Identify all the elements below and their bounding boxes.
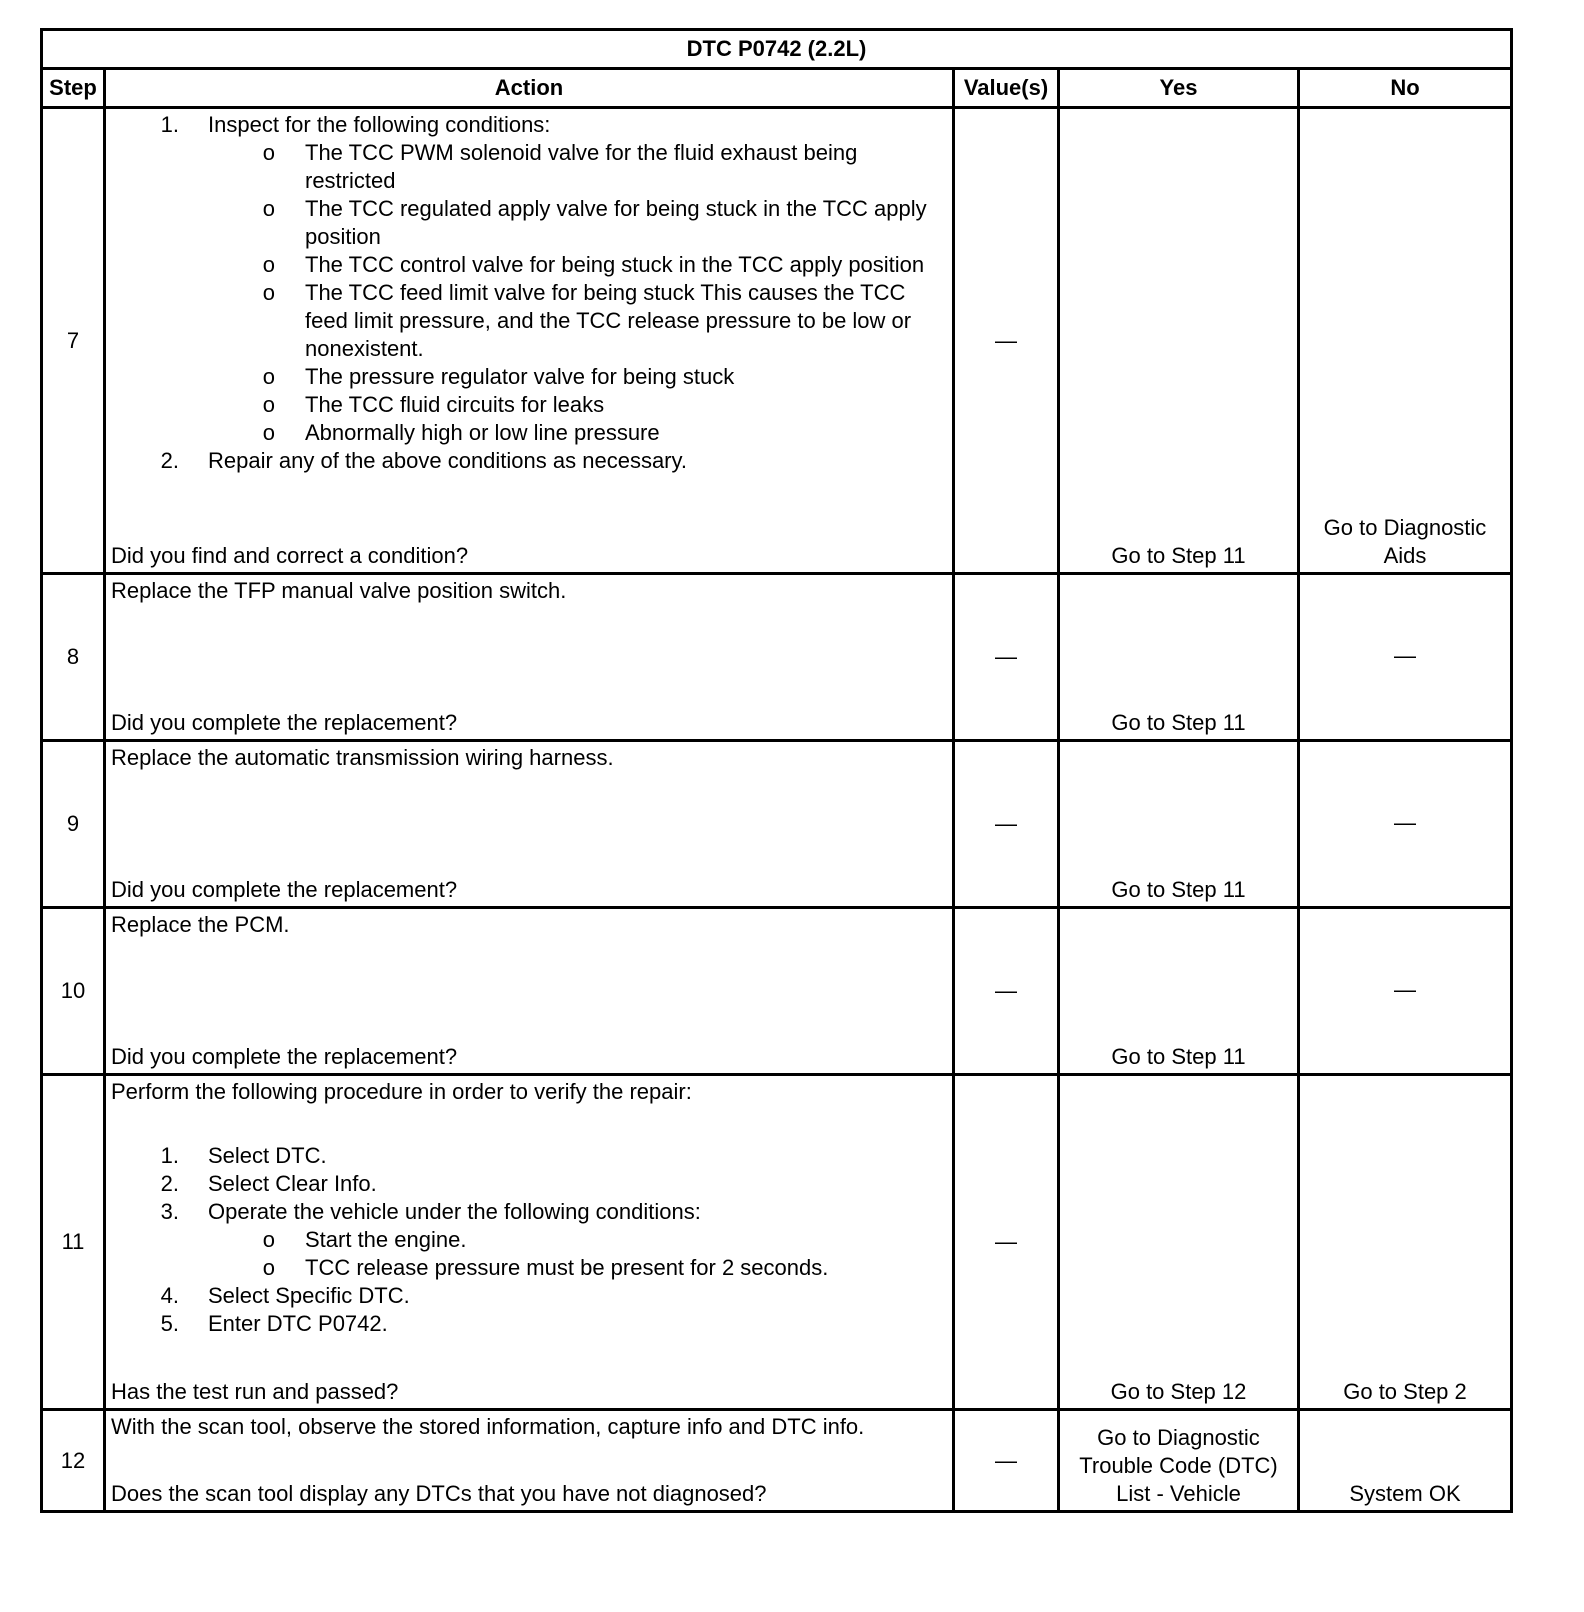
no-cell: [1299, 108, 1512, 574]
action-body: [111, 744, 946, 772]
action-question: Did you complete the replacement?: [111, 1044, 458, 1069]
action-content: [106, 742, 952, 906]
value-cell: —: [954, 1075, 1059, 1410]
action-body: [111, 1413, 946, 1441]
action-intro: Replace the TFP manual valve position switch.: [111, 578, 567, 603]
bullet-icon: o: [262, 420, 275, 445]
value-cell: —: [954, 908, 1059, 1075]
yes-result: Go to Diagnostic Trouble Code (DTC) List - Vehicle: [1079, 1425, 1278, 1506]
action-body: [111, 111, 946, 475]
item-number: 1.: [160, 112, 179, 137]
list-item: [111, 1198, 946, 1226]
sub-item-text: The TCC control valve for being stuck in the TCC apply position: [305, 252, 925, 277]
item-number: 2.: [160, 1171, 179, 1196]
action-content: [106, 1411, 952, 1510]
sub-item: [111, 1226, 946, 1254]
bullet-icon: o: [262, 1227, 275, 1252]
header-values: Value(s): [954, 69, 1059, 108]
action-question: Does the scan tool display any DTCs that you have not diagnosed?: [111, 1481, 767, 1506]
action-cell: [105, 741, 954, 908]
bullet-icon: o: [262, 252, 275, 277]
action-content: [106, 909, 952, 1073]
header-no: No: [1299, 69, 1512, 108]
action-intro: Replace the PCM.: [111, 912, 290, 937]
list-item: [111, 1282, 946, 1310]
step-number: 11: [42, 1075, 105, 1410]
sub-item: [111, 139, 946, 195]
item-text: Enter DTC P0742.: [208, 1311, 388, 1336]
action-intro: Perform the following procedure in order to verify the repair:: [111, 1079, 692, 1104]
value-cell: —: [954, 741, 1059, 908]
step-number: 7: [42, 108, 105, 574]
yes-cell: [1059, 108, 1299, 574]
yes-result: Go to Step 11: [1111, 543, 1246, 568]
sub-item: [111, 279, 946, 363]
table-row: [42, 1410, 1512, 1512]
table-row: [42, 1075, 1512, 1410]
bullet-icon: o: [262, 140, 275, 165]
action-cell: [105, 1075, 954, 1410]
no-result: —: [1394, 977, 1416, 1002]
sub-item-text: TCC release pressure must be present for 2 seconds.: [305, 1255, 829, 1280]
no-result: System OK: [1349, 1481, 1461, 1506]
item-number: 1.: [160, 1143, 179, 1168]
no-cell: [1299, 574, 1512, 741]
step-number: 12: [42, 1410, 105, 1512]
header-yes: Yes: [1059, 69, 1299, 108]
value-cell: —: [954, 108, 1059, 574]
yes-result: Go to Step 11: [1111, 1044, 1246, 1069]
item-number: 2.: [160, 448, 179, 473]
bullet-icon: o: [262, 392, 275, 417]
sub-item: [111, 251, 946, 279]
no-cell: [1299, 741, 1512, 908]
item-number: 3.: [160, 1199, 179, 1224]
list-item: [111, 447, 946, 475]
yes-result: Go to Step 12: [1110, 1379, 1247, 1404]
table-row: [42, 908, 1512, 1075]
sub-item: [111, 391, 946, 419]
no-result: —: [1394, 810, 1416, 835]
item-text: Repair any of the above conditions as necessary.: [208, 448, 687, 473]
table-title: DTC P0742 (2.2L): [42, 30, 1512, 69]
action-body: [111, 577, 946, 605]
value-cell: —: [954, 574, 1059, 741]
yes-result: Go to Step 11: [1111, 877, 1246, 902]
yes-cell: [1059, 908, 1299, 1075]
action-question: Did you complete the replacement?: [111, 877, 458, 902]
bullet-icon: o: [262, 196, 275, 221]
action-body: [111, 1078, 946, 1338]
spacer: [111, 1106, 946, 1142]
yes-cell: [1059, 741, 1299, 908]
step-number: 8: [42, 574, 105, 741]
no-cell: [1299, 1075, 1512, 1410]
table-row: [42, 574, 1512, 741]
sub-item-text: The pressure regulator valve for being stuck: [305, 364, 735, 389]
yes-cell: [1059, 1075, 1299, 1410]
sub-item-text: The TCC regulated apply valve for being stuck in the TCC apply position: [305, 196, 927, 249]
sub-item-text: The TCC PWM solenoid valve for the fluid exhaust being restricted: [305, 140, 858, 193]
no-cell: [1299, 1410, 1512, 1512]
list-item: [111, 1170, 946, 1198]
no-cell: [1299, 908, 1512, 1075]
sub-item-text: The TCC fluid circuits for leaks: [305, 392, 605, 417]
sub-item-text: The TCC feed limit valve for being stuck This causes the TCC feed limit pressure, and the TCC release pressure to be low or nonexistent.: [305, 280, 912, 361]
table-row: [42, 108, 1512, 574]
yes-result: Go to Step 11: [1111, 710, 1246, 735]
item-number: 5.: [160, 1311, 179, 1336]
item-text: Operate the vehicle under the following conditions:: [208, 1199, 701, 1224]
sub-item: [111, 195, 946, 251]
bullet-icon: o: [262, 280, 275, 305]
step-number: 10: [42, 908, 105, 1075]
yes-cell: [1059, 574, 1299, 741]
step-number: 9: [42, 741, 105, 908]
bullet-icon: o: [262, 364, 275, 389]
item-text: Select Specific DTC.: [208, 1283, 410, 1308]
sub-item-text: Start the engine.: [305, 1227, 467, 1252]
numbered-list: [111, 1142, 946, 1338]
no-result: Go to Diagnostic Aids: [1323, 515, 1487, 568]
no-result: —: [1394, 643, 1416, 668]
action-content: [106, 109, 952, 572]
list-item: [111, 1310, 946, 1338]
dtc-table: [40, 28, 1513, 1513]
item-text: Select DTC.: [208, 1143, 327, 1168]
header-action: Action: [105, 69, 954, 108]
action-cell: [105, 1410, 954, 1512]
header-step: Step: [42, 69, 105, 108]
list-item: [111, 1142, 946, 1170]
bullet-icon: o: [262, 1255, 275, 1280]
sub-item: [111, 1254, 946, 1282]
list-item: [111, 111, 946, 139]
action-cell: [105, 908, 954, 1075]
sub-item-text: Abnormally high or low line pressure: [305, 420, 660, 445]
action-body: [111, 911, 946, 939]
action-content: [106, 575, 952, 739]
item-text: Inspect for the following conditions:: [208, 112, 551, 137]
action-question: Did you complete the replacement?: [111, 710, 458, 735]
action-content: [106, 1076, 952, 1408]
action-intro: With the scan tool, observe the stored information, capture info and DTC info.: [111, 1414, 865, 1439]
sub-item: [111, 419, 946, 447]
value-cell: —: [954, 1410, 1059, 1512]
action-question: Has the test run and passed?: [111, 1379, 399, 1404]
action-intro: Replace the automatic transmission wiring harness.: [111, 745, 614, 770]
table-row: [42, 741, 1512, 908]
item-number: 4.: [160, 1283, 179, 1308]
action-cell: [105, 574, 954, 741]
numbered-list: [111, 111, 946, 475]
action-question: Did you find and correct a condition?: [111, 543, 469, 568]
action-cell: [105, 108, 954, 574]
sub-item: [111, 363, 946, 391]
yes-cell: [1059, 1410, 1299, 1512]
item-text: Select Clear Info.: [208, 1171, 377, 1196]
no-result: Go to Step 2: [1343, 1379, 1467, 1404]
